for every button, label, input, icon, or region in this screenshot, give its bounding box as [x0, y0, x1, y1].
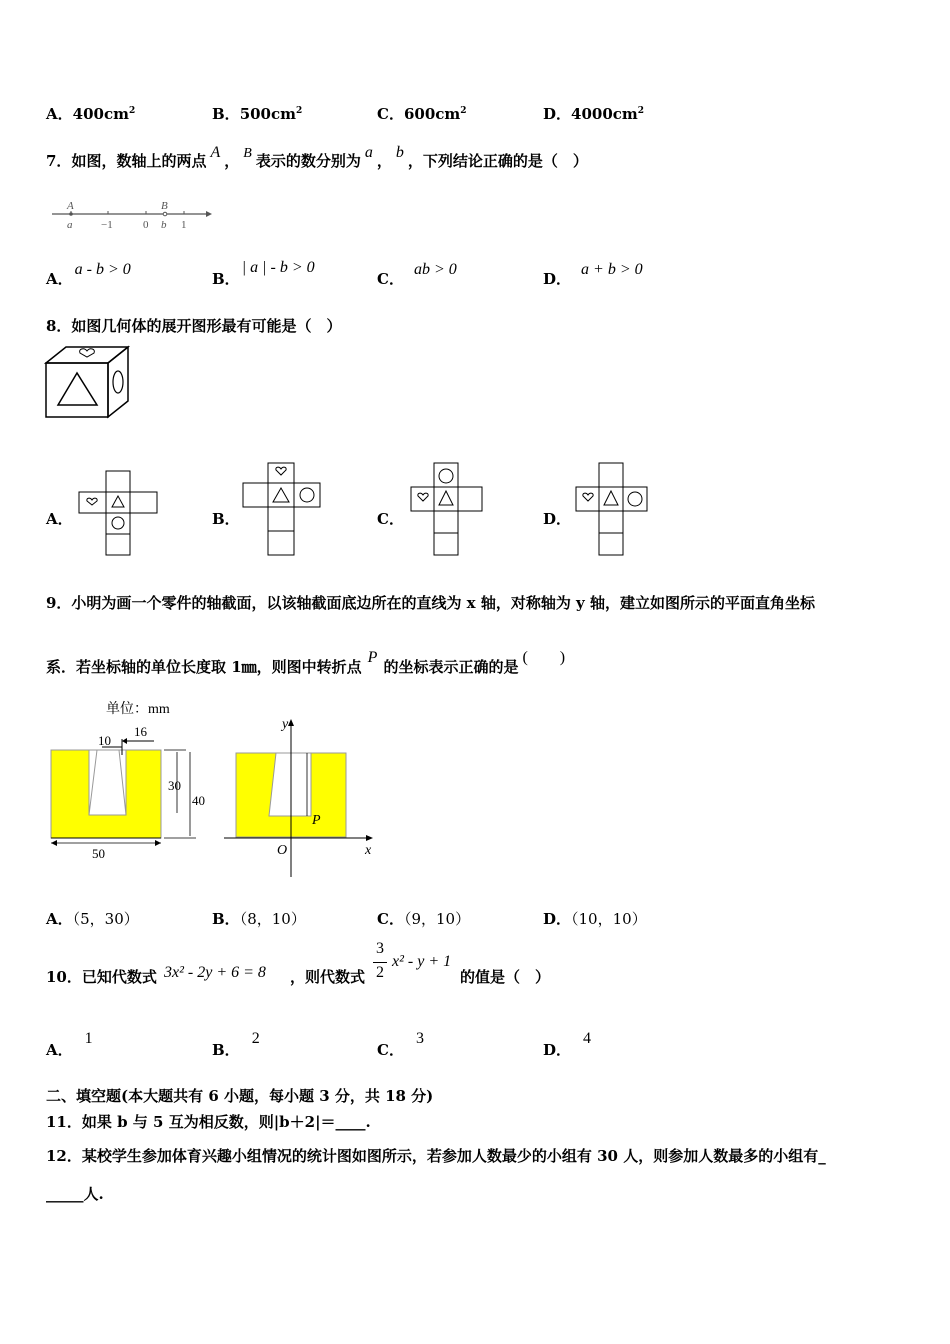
q8-option-c-label: C． [377, 510, 404, 528]
number-line-arrow [206, 211, 212, 217]
q12-stem-line1: 12．某校学生参加体育兴趣小组情况的统计图如图所示，若参加人数最少的小组有 30 人，则参加人数最多的小组有_ [46, 1147, 826, 1165]
axis-y-label: y [282, 717, 289, 732]
circle-icon [112, 517, 124, 529]
heart-icon [80, 349, 95, 357]
q7-option-a: A．a - b > 0 [46, 261, 131, 288]
triangle-icon [58, 373, 97, 405]
section2-title: 二、填空题(本大题共有 6 小题，每小题 3 分，共 18 分) [46, 1087, 434, 1105]
q8-option-d-label: D． [543, 510, 572, 528]
q7-option-b: B．| a | - b > 0 [212, 259, 315, 288]
circle-icon [439, 469, 453, 483]
circle-icon [113, 371, 123, 393]
q10-option-b: B．2 [212, 1030, 260, 1059]
triangle-icon [604, 491, 618, 505]
point-b-dot [163, 212, 167, 216]
q10-option-c: C．3 [377, 1030, 424, 1059]
q9-option-c: C．（9，10） [377, 910, 471, 928]
label-b: b [161, 219, 167, 231]
heart-icon [583, 493, 593, 501]
triangle-icon [273, 488, 289, 502]
q10-option-a: A．1 [46, 1030, 93, 1059]
q9-option-b: B．（8，10） [212, 910, 306, 928]
q9-figure-left [46, 695, 221, 865]
point-a-label: A [67, 200, 74, 212]
point-b-label: B [161, 200, 168, 212]
q9-option-d: D．（10，10） [543, 910, 647, 928]
unit-label: 单位：mm [106, 702, 170, 717]
q10-expr2: x² - y + 1 [392, 953, 452, 970]
tick-0: 0 [143, 219, 149, 231]
q6-option-c: C．$600cm^2$ [377, 105, 467, 123]
q8-option-b-label: B． [212, 510, 240, 528]
q8-stem: 8．如图几何体的展开图形最有可能是（ ） [46, 317, 342, 335]
q10-expr1: 3x² - 2y + 6 = 8 [164, 964, 266, 981]
q8-option-b-net [242, 462, 322, 556]
slot [269, 753, 311, 816]
q7-option-c: C．ab > 0 [377, 261, 457, 288]
q8-option-d-net [575, 462, 649, 556]
label-a: a [67, 219, 73, 231]
heart-icon [87, 498, 97, 505]
origin-label: O [277, 843, 288, 858]
q6-option-b: B．$500cm^2$ [212, 105, 303, 123]
slot [89, 750, 126, 815]
q9-stem-line1: 9．小明为画一个零件的轴截面，以该轴截面底边所在的直线为 x 轴，对称轴为 y 轴，建立如图所示的平面直角坐标 [46, 594, 815, 612]
q9-figure-right [220, 712, 380, 882]
dim-50: 50 [92, 846, 105, 861]
triangle-icon [112, 496, 124, 507]
point-a-dot [69, 212, 73, 216]
triangle-icon [439, 491, 453, 505]
tick-1: 1 [181, 219, 187, 231]
q9-stem-line2: 系．若坐标轴的单位长度取 1㎜，则图中转折点P的坐标表示正确的是( ) [46, 649, 566, 676]
tick-neg1: −1 [101, 219, 113, 231]
dim-40: 40 [192, 793, 205, 808]
q9-option-a: A．（5，30） [46, 910, 139, 928]
q8-option-a-label: A． [46, 510, 73, 528]
circle-icon [628, 492, 642, 506]
q8-option-a-net [78, 470, 160, 556]
q6-option-d: D．$4000cm^2$ [543, 105, 645, 123]
dim-10: 10 [98, 733, 111, 748]
q6-option-a: A．$400cm^2$ [46, 105, 136, 123]
point-p-label: P [312, 813, 321, 828]
heart-icon [276, 467, 286, 475]
q11-stem: 11．如果 b 与 5 互为相反数，则|b＋2|＝____. [46, 1113, 371, 1131]
axis-x-label: x [365, 843, 372, 858]
q7-stem: 7．如图，数轴上的两点 A ， B 表示的数分别为 a ， b ，下列结论正确的是（ ） [46, 144, 588, 170]
frac-den: 2 [376, 964, 384, 981]
q7-option-d: D．a + b > 0 [543, 261, 643, 288]
q8-option-c-net [410, 462, 484, 556]
frac-num: 3 [376, 940, 384, 957]
q7-number-line [48, 198, 218, 238]
dim-16: 16 [134, 724, 147, 739]
q10-option-d: D．4 [543, 1030, 592, 1059]
frac-bar [373, 962, 387, 963]
circle-icon [300, 488, 314, 502]
q8-cube-figure [44, 345, 134, 420]
dim-30: 30 [168, 778, 181, 793]
q12-stem-line2: _____人. [46, 1185, 104, 1203]
heart-icon [418, 493, 428, 501]
